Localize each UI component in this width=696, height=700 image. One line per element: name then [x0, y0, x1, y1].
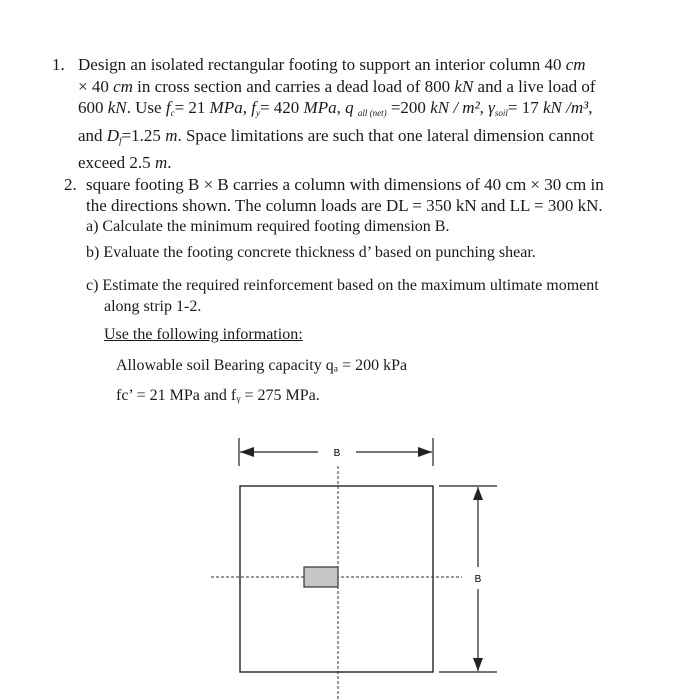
q2-part-b: b) Evaluate the footing concrete thickness d’ based on punching shear. [86, 244, 536, 261]
question-2-number: 2. [64, 175, 77, 194]
q2-line-1: square footing B × B carries a column with dimensions of 40 cm × 30 cm in [86, 175, 604, 194]
question-1-number: 1. [52, 55, 65, 74]
q2-part-a: a) Calculate the minimum required footing dimension B. [86, 218, 450, 235]
side-dimension [439, 486, 497, 672]
q1-line-4: and $D_f=1.25$ m. Space limitations are such that one lateral dimension cannot [78, 125, 594, 146]
top-dimension [239, 438, 433, 466]
use-info-heading: Use the following information: [104, 326, 303, 343]
q1-line-2: × 40 cm in cross section and carries a dead load of 800 kN and a live load of [78, 76, 596, 96]
soil-bearing-capacity: Allowable soil Bearing capacity qₐ = 200 kPa [116, 357, 408, 374]
q1-line-5: exceed 2.5 m. [78, 153, 172, 172]
q1-line-3: 600 kN. Use $f_c= 21$ MPa, $f_y= 420$ MPa, q $_{all (net)}$ =200 kN / m², $\gamma_{soil}= 17$ kN /m³, [78, 98, 593, 118]
column-section [304, 567, 338, 587]
q2-part-c-line-2: along strip 1-2. [104, 298, 202, 315]
q2-part-c-line-1: c) Estimate the required reinforcement based on the maximum ultimate moment [86, 277, 599, 294]
q1-line-1: Design an isolated rectangular footing to support an interior column 40 cm [78, 55, 586, 74]
q2-line-2: the directions shown. The column loads are DL = 350 kN and LL = 300 kN. [86, 196, 603, 215]
side-dimension-label: B [474, 574, 482, 585]
material-properties: fc’ = 21 MPa and fᵧ = 275 MPa. [116, 387, 320, 404]
top-dimension-label: B [333, 448, 341, 459]
